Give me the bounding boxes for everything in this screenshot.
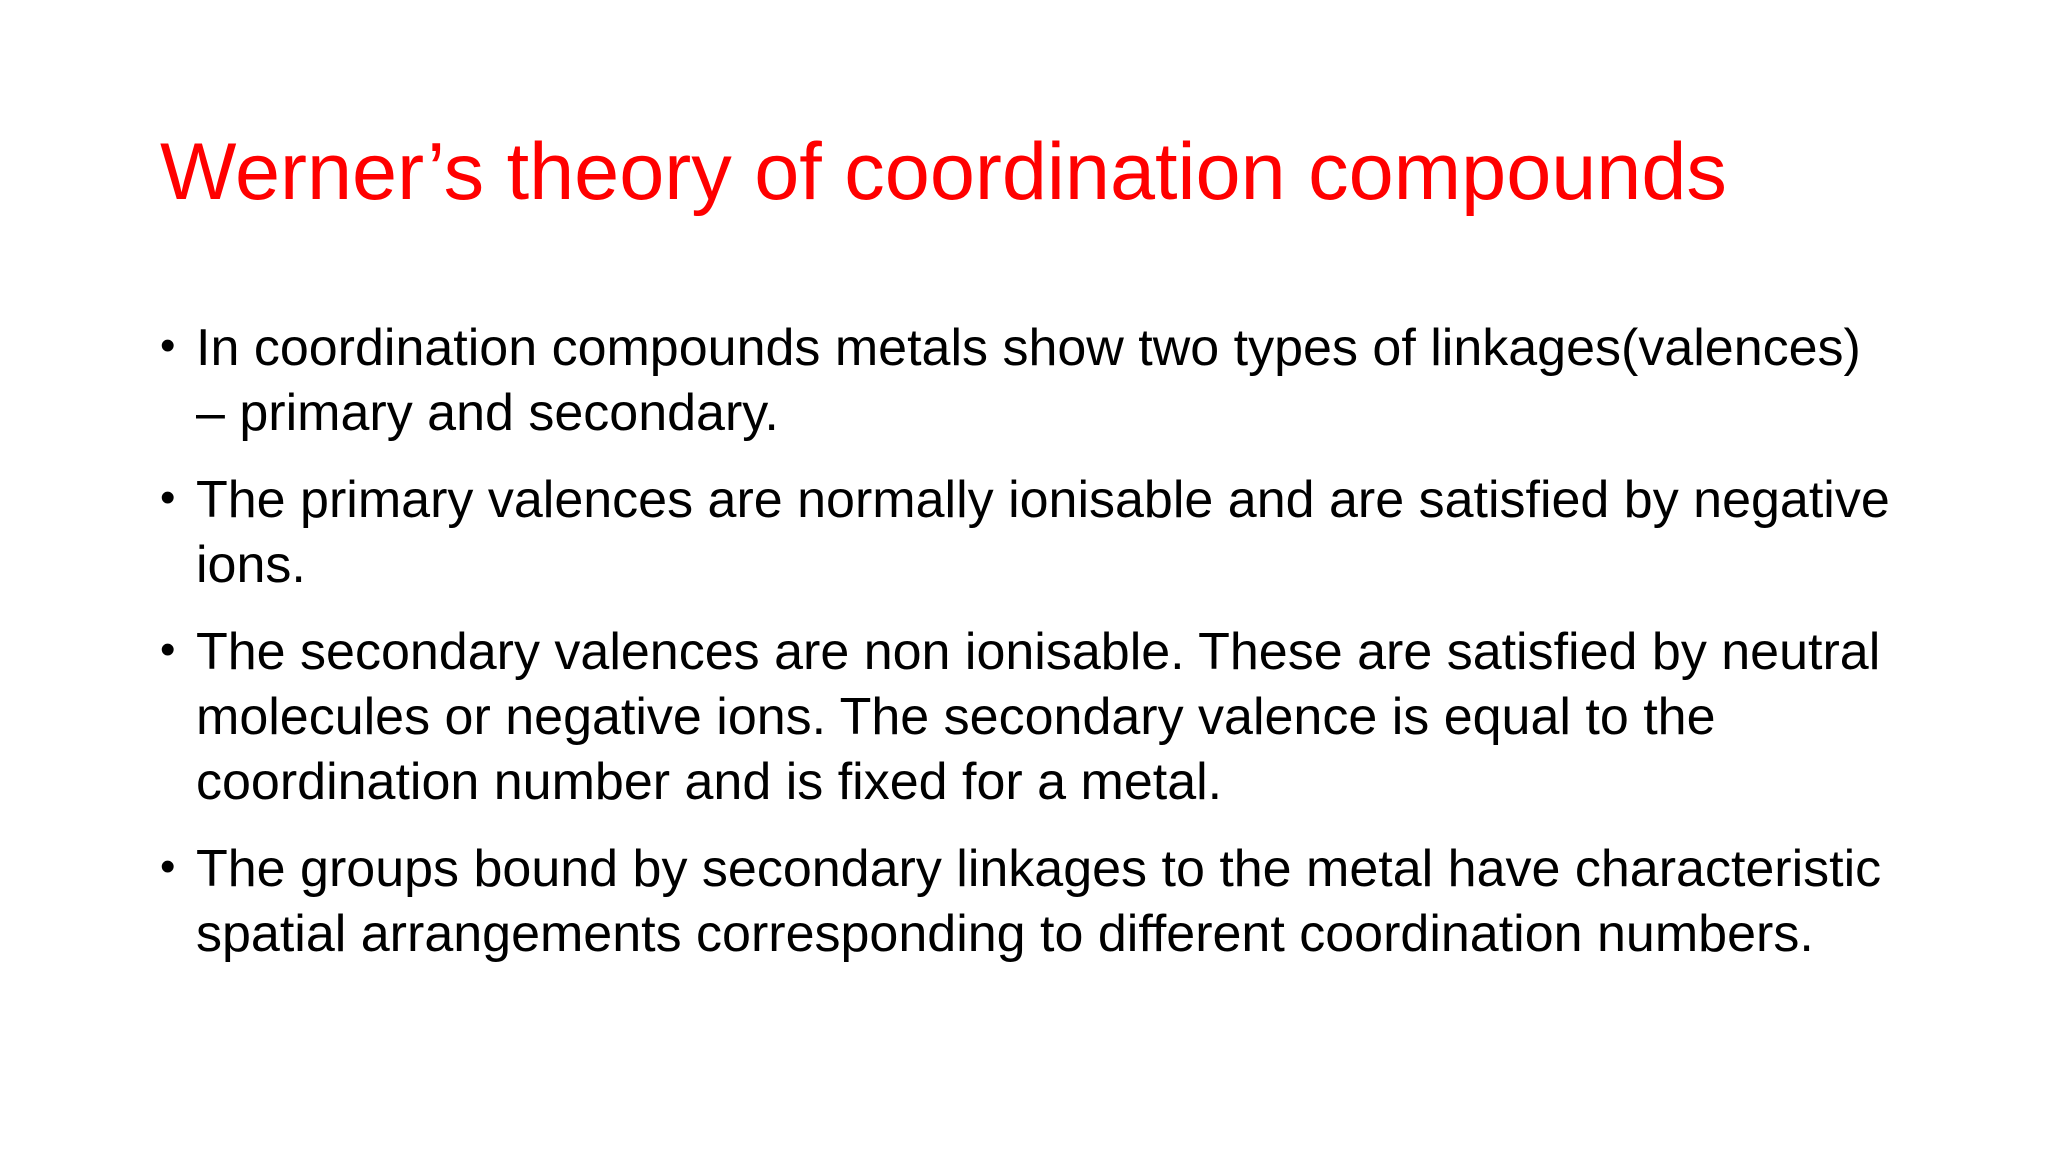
bullet-text: In coordination compounds metals show two types of linkages(valences) – primary and secondary. — [196, 319, 1861, 442]
bullet-icon: • — [160, 625, 176, 674]
bullet-icon: • — [160, 473, 176, 522]
slide-title: Werner’s theory of coordination compounds — [160, 127, 1727, 217]
bullet-text: The secondary valences are non ionisable. These are satisfied by neutral molecules or negative ions. The secondary valence is equal to the coordination number and is fixed for a metal. — [196, 623, 1881, 811]
bullet-item — [160, 316, 1900, 446]
bullet-icon: • — [160, 321, 176, 370]
bullet-list — [160, 316, 1900, 989]
bullet-item — [160, 468, 1900, 598]
bullet-text: The primary valences are normally ionisable and are satisfied by negative ions. — [196, 471, 1890, 594]
bullet-item — [160, 620, 1900, 815]
bullet-item — [160, 837, 1900, 967]
bullet-text: The groups bound by secondary linkages to the metal have characteristic spatial arrangements corresponding to different coordination numbers. — [196, 840, 1882, 963]
bullet-icon: • — [160, 842, 176, 891]
